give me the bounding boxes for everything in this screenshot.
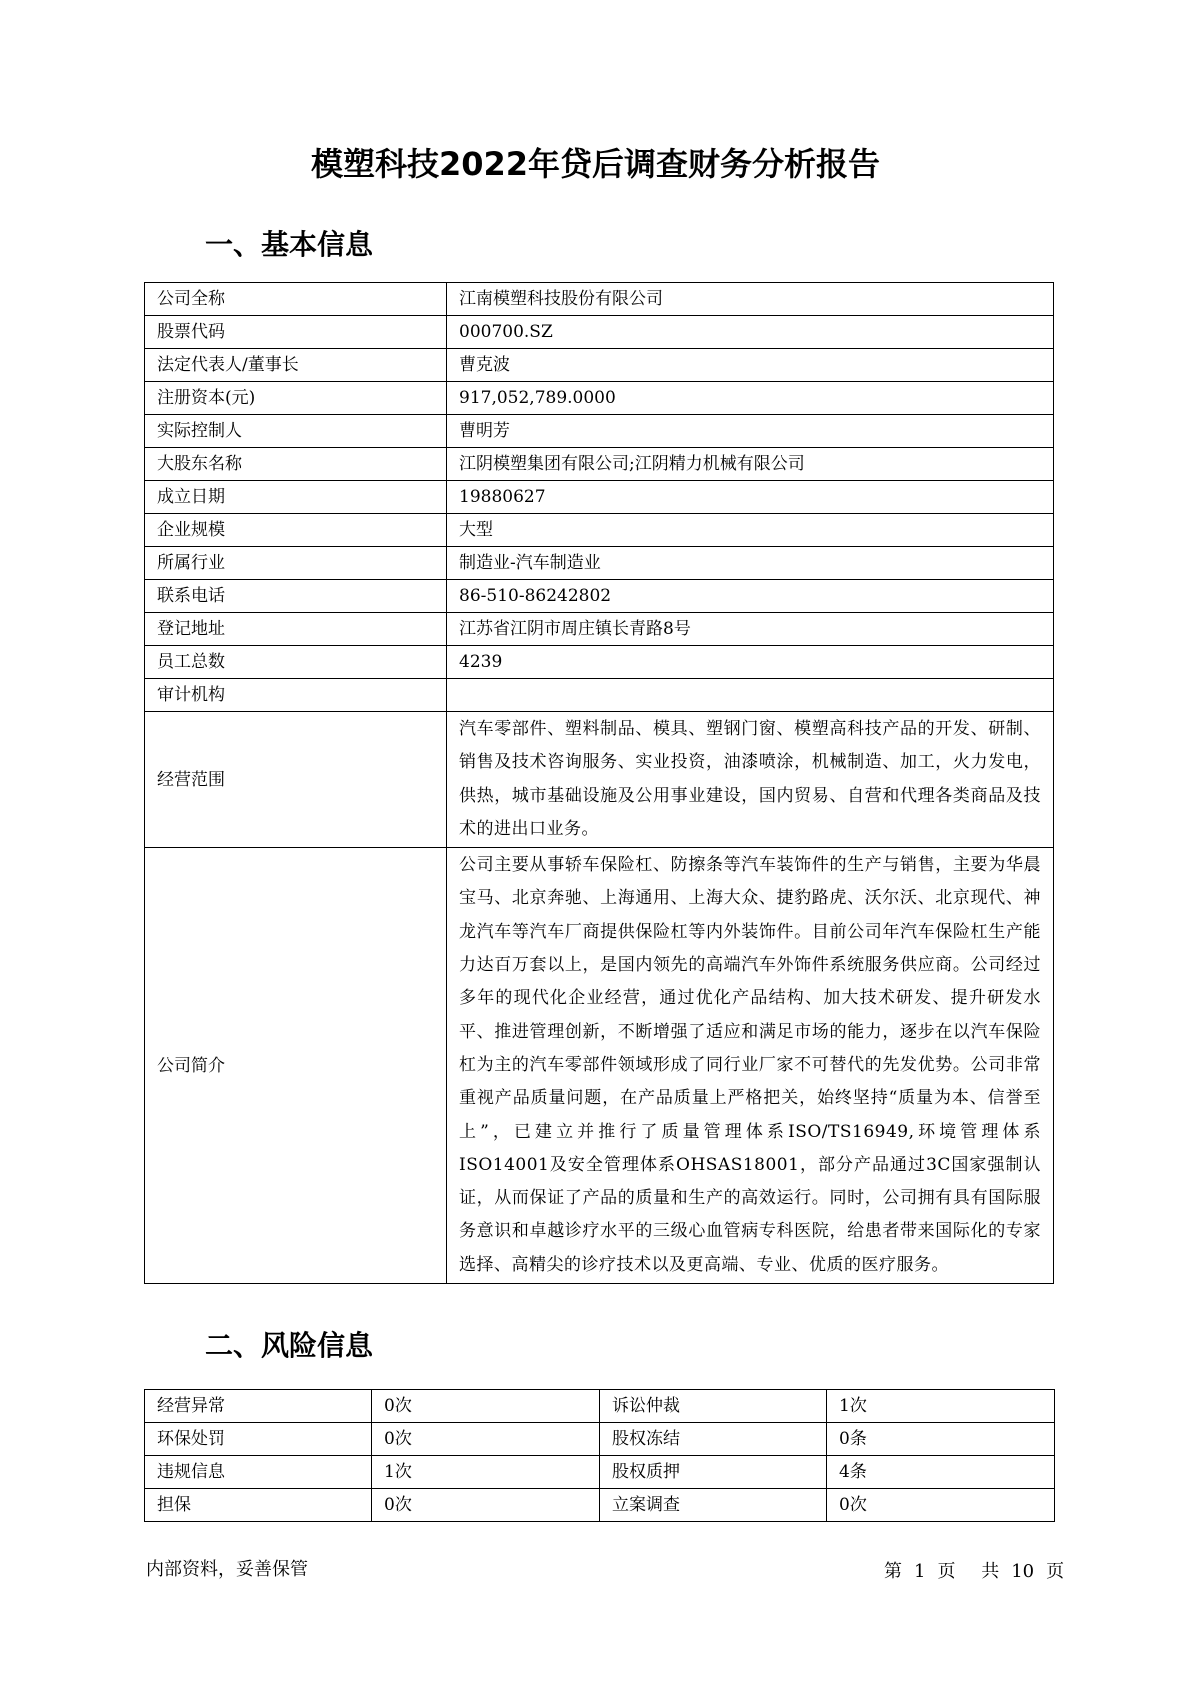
table-row xyxy=(145,1390,1055,1423)
field-label: 登记地址 xyxy=(145,613,447,646)
footer-page-number: 第 1 页 共 10 页 xyxy=(884,1561,1065,1582)
risk-value: 1次 xyxy=(827,1390,1055,1423)
field-value: 制造业-汽车制造业 xyxy=(447,547,1054,580)
table-row xyxy=(145,283,1054,316)
field-label: 审计机构 xyxy=(145,679,447,712)
risk-value: 0次 xyxy=(372,1423,600,1456)
field-value: 000700.SZ xyxy=(447,316,1054,349)
table-row xyxy=(145,712,1054,848)
field-value: 917,052,789.0000 xyxy=(447,382,1054,415)
table-row xyxy=(145,1456,1055,1489)
business-scope-text: 汽车零部件、塑料制品、模具、塑钢门窗、模塑高科技产品的开发、研制、销售及技术咨询服务、实业投资，油漆喷涂，机械制造、加工，火力发电，供热，城市基础设施及公用事业建设，国内贸易、自营和代理各类商品及技术的进出口业务。 xyxy=(447,712,1054,848)
table-row xyxy=(145,514,1054,547)
risk-label: 经营异常 xyxy=(145,1390,372,1423)
risk-label: 担保 xyxy=(145,1489,372,1522)
field-label: 成立日期 xyxy=(145,481,447,514)
risk-info-table xyxy=(144,1389,1055,1522)
field-value: 大型 xyxy=(447,514,1054,547)
field-value: 曹克波 xyxy=(447,349,1054,382)
risk-label: 股权质押 xyxy=(600,1456,827,1489)
field-value: 江南模塑科技股份有限公司 xyxy=(447,283,1054,316)
field-label: 经营范围 xyxy=(145,712,447,848)
risk-label: 环保处罚 xyxy=(145,1423,372,1456)
table-row xyxy=(145,382,1054,415)
field-value: 86-510-86242802 xyxy=(447,580,1054,613)
risk-label: 诉讼仲裁 xyxy=(600,1390,827,1423)
section-heading-risk-info: 二、风险信息 xyxy=(205,1329,374,1362)
field-label: 实际控制人 xyxy=(145,415,447,448)
report-title: 模塑科技2022年贷后调查财务分析报告 xyxy=(310,145,881,183)
table-row xyxy=(145,1423,1055,1456)
field-value: 江苏省江阴市周庄镇长青路8号 xyxy=(447,613,1054,646)
field-label: 联系电话 xyxy=(145,580,447,613)
field-label: 注册资本(元) xyxy=(145,382,447,415)
risk-value: 1次 xyxy=(372,1456,600,1489)
risk-value: 0次 xyxy=(827,1489,1055,1522)
risk-label: 违规信息 xyxy=(145,1456,372,1489)
field-label: 所属行业 xyxy=(145,547,447,580)
risk-value: 0次 xyxy=(372,1390,600,1423)
risk-value: 0次 xyxy=(372,1489,600,1522)
field-label: 公司全称 xyxy=(145,283,447,316)
field-label: 企业规模 xyxy=(145,514,447,547)
risk-label: 股权冻结 xyxy=(600,1423,827,1456)
field-label: 公司简介 xyxy=(145,848,447,1284)
risk-value: 4条 xyxy=(827,1456,1055,1489)
table-row xyxy=(145,646,1054,679)
table-row xyxy=(145,580,1054,613)
field-label: 法定代表人/董事长 xyxy=(145,349,447,382)
field-value: 19880627 xyxy=(447,481,1054,514)
table-row xyxy=(145,448,1054,481)
table-row xyxy=(145,481,1054,514)
table-row xyxy=(145,547,1054,580)
table-row xyxy=(145,848,1054,1284)
field-label: 股票代码 xyxy=(145,316,447,349)
field-value: 曹明芳 xyxy=(447,415,1054,448)
field-value: 江阴模塑集团有限公司;江阴精力机械有限公司 xyxy=(447,448,1054,481)
field-value xyxy=(447,679,1054,712)
field-label: 员工总数 xyxy=(145,646,447,679)
table-row xyxy=(145,415,1054,448)
field-label: 大股东名称 xyxy=(145,448,447,481)
table-row xyxy=(145,613,1054,646)
footer-confidential-note: 内部资料，妥善保管 xyxy=(146,1559,308,1580)
company-intro-text: 公司主要从事轿车保险杠、防擦条等汽车装饰件的生产与销售，主要为华晨宝马、北京奔驰、上海通用、上海大众、捷豹路虎、沃尔沃、北京现代、神龙汽车等汽车厂商提供保险杠等内外装饰件。目前公司年汽车保险杠生产能力达百万套以上，是国内领先的高端汽车外饰件系统服务供应商。公司经过多年的现代化企业经营，通过优化产品结构、加大技术研发、提升研发水平、推进管理创新，不断增强了适应和满足市场的能力，逐步在以汽车保险杠为主的汽车零部件领域形成了同行业厂家不可替代的先发优势。公司非常重视产品质量问题，在产品质量上严格把关，始终坚持“质量为本、信誉至上”，已建立并推行了质量管理体系ISO/TS16949,环境管理体系ISO14001及安全管理体系OHSAS18001，部分产品通过3C国家强制认证，从而保证了产品的质量和生产的高效运行。同时，公司拥有具有国际服务意识和卓越诊疗水平的三级心血管病专科医院，给患者带来国际化的专家选择、高精尖的诊疗技术以及更高端、专业、优质的医疗服务。 xyxy=(447,848,1054,1284)
table-row xyxy=(145,679,1054,712)
table-row xyxy=(145,316,1054,349)
table-row xyxy=(145,1489,1055,1522)
basic-info-table xyxy=(144,282,1054,1284)
table-row xyxy=(145,349,1054,382)
field-value: 4239 xyxy=(447,646,1054,679)
risk-value: 0条 xyxy=(827,1423,1055,1456)
risk-label: 立案调查 xyxy=(600,1489,827,1522)
section-heading-basic-info: 一、基本信息 xyxy=(205,228,374,261)
